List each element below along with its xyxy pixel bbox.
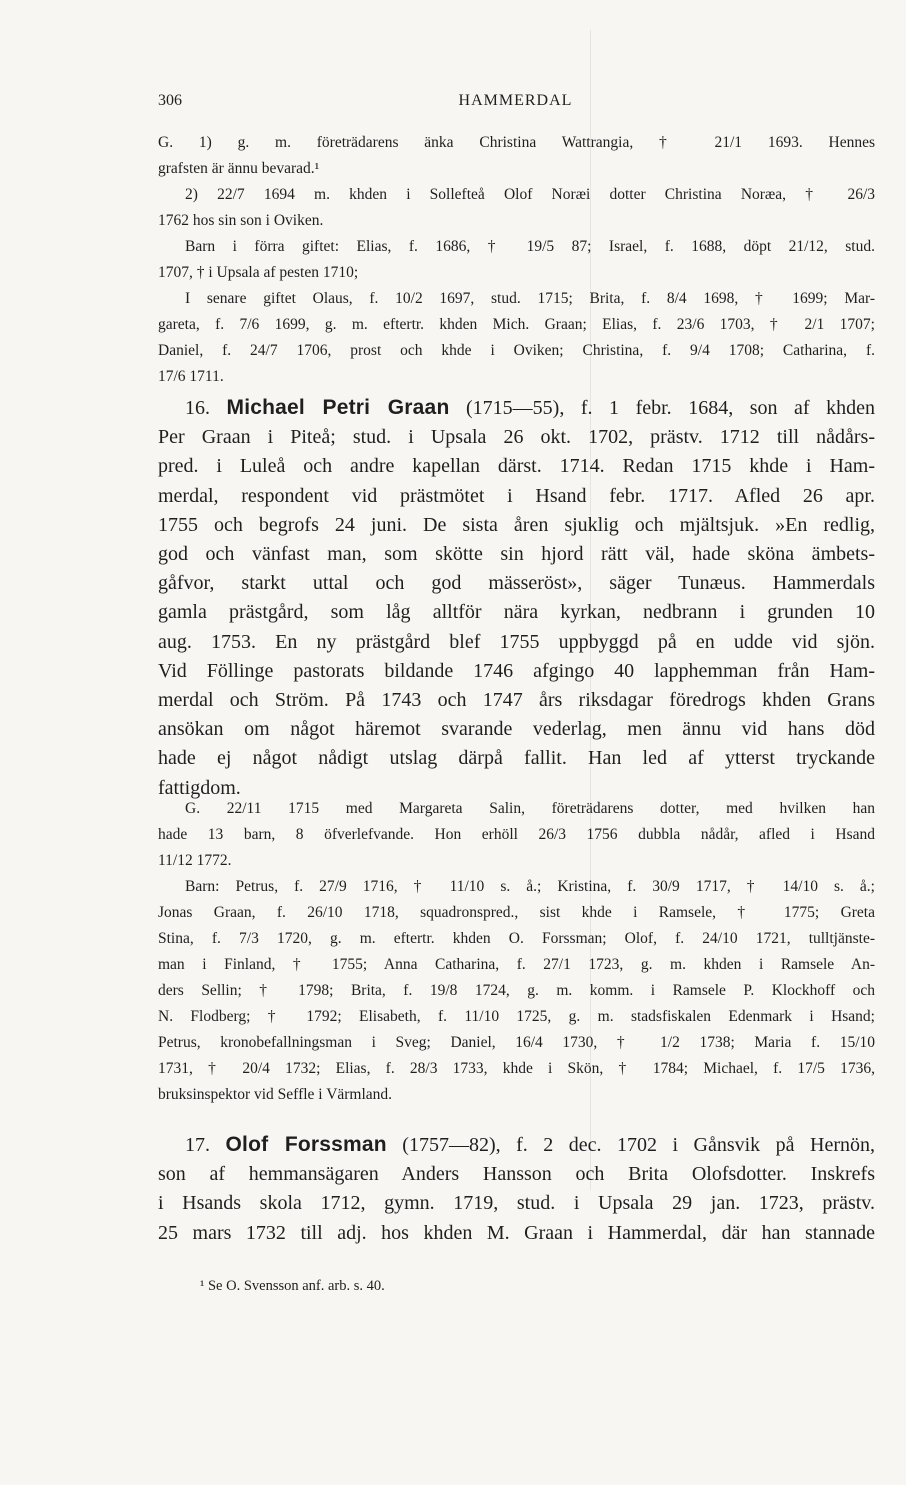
- page-number: 306: [158, 92, 182, 109]
- text-line: 1762 hos sin son i Oviken.: [158, 212, 324, 229]
- text-line: Jonas Graan, f. 26/10 1718, squadronspred., sist khde i Ramsele, † 1775; Greta: [158, 904, 875, 921]
- entry-15-family-block: [158, 130, 875, 390]
- text-line: Petrus, kronobefallningsman i Sveg; Daniel, 16/4 1730, † 1/2 1738; Maria f. 15/10: [158, 1034, 875, 1051]
- text-line: bruksinspektor vid Seffle i Värmland.: [158, 1086, 393, 1103]
- text-line: merdal, respondent vid prästmötet i Hsand febr. 1717. Afled 26 apr.: [158, 484, 875, 507]
- person-name: Olof Forssman: [225, 1133, 387, 1156]
- text-line: 1707, † i Upsala af pesten 1710;: [158, 264, 359, 281]
- text-line: G. 22/11 1715 med Margareta Salin, företrädarens dotter, med hvilken han: [185, 800, 875, 817]
- text-line: gåfvor, starkt uttal och god mässeröst», säger Tunæus. Hammerdals: [158, 572, 875, 595]
- entry-17: [158, 1130, 875, 1248]
- text-line: gamla prästgård, som låg alltför nära kyrkan, nedbrann i grunden 10: [158, 601, 875, 624]
- text-line: hade ej något nådigt utslag därpå fallit. Han led af ytterst tryckande: [158, 747, 875, 770]
- text-line: merdal och Ström. På 1743 och 1747 års riksdagar föredrogs khden Grans: [158, 689, 875, 712]
- text-line: 11/12 1772.: [158, 852, 232, 869]
- text-line: Per Graan i Piteå; stud. i Upsala 26 okt. 1702, prästv. 1712 till nådårs-: [158, 426, 875, 449]
- text-line: man i Finland, † 1755; Anna Catharina, f. 27/1 1723, g. m. khden i Ramsele An-: [158, 956, 875, 973]
- text-line: ansökan om något häremot svarande vederlag, men ännu vid hans död: [158, 718, 875, 741]
- person-name: Michael Petri Graan: [226, 396, 450, 419]
- footnote: ¹ Se O. Svensson anf. arb. s. 40.: [200, 1278, 385, 1294]
- text-line: aug. 1753. En ny prästgård blef 1755 uppbyggd på en udde vid sjön.: [158, 630, 875, 653]
- text-line: N. Flodberg; † 1792; Elisabeth, f. 11/10 1725, g. m. stadsfiskalen Edenmark i Hsand;: [158, 1008, 875, 1025]
- text-line: 25 mars 1732 till adj. hos khden M. Graan i Hammerdal, där han stannade: [158, 1221, 875, 1244]
- running-head: [158, 92, 873, 114]
- text-line: fattigdom.: [158, 776, 241, 799]
- entry-number: 16.: [185, 397, 210, 419]
- entry-number: 17.: [185, 1134, 210, 1156]
- text-line: Daniel, f. 24/7 1706, prost och khde i Oviken; Christina, f. 9/4 1708; Catharina, f.: [158, 342, 875, 359]
- text-line: hade 13 barn, 8 öfverlefvande. Hon erhöll 26/3 1756 dubbla nådår, afled i Hsand: [158, 826, 875, 843]
- text-line: 1755 och begrofs 24 juni. De sista åren sjuklig och mjältsjuk. »En redlig,: [158, 513, 875, 536]
- text-line: Barn i förra giftet: Elias, f. 1686, † 19/5 87; Israel, f. 1688, döpt 21/12, stud.: [185, 238, 875, 255]
- text-line: grafsten är ännu bevarad.¹: [158, 160, 320, 177]
- text-line: gareta, f. 7/6 1699, g. m. eftertr. khden Mich. Graan; Elias, f. 23/6 1703, † 2/1 1707;: [158, 316, 875, 333]
- header-title: HAMMERDAL: [458, 92, 573, 109]
- entry-16-family-block: [158, 796, 875, 1108]
- entry-dates: (1715—55), f. 1 febr. 1684, son af khden: [466, 397, 875, 419]
- entry-heading-line: [158, 393, 875, 423]
- entry-16: [158, 393, 875, 803]
- entry-heading-line: [158, 1130, 875, 1160]
- text-line: 2) 22/7 1694 m. khden i Sollefteå Olof Noræi dotter Christina Noræa, † 26/3: [185, 186, 875, 203]
- text-line: ders Sellin; † 1798; Brita, f. 19/8 1724, g. m. komm. i Ramsele P. Klockhoff och: [158, 982, 875, 999]
- text-line: 17/6 1711.: [158, 368, 224, 385]
- text-line: I senare giftet Olaus, f. 10/2 1697, stud. 1715; Brita, f. 8/4 1698, † 1699; Mar-: [185, 290, 875, 307]
- text-line: god och vänfast man, som skötte sin hjord rätt väl, hade sköna ämbets-: [158, 543, 875, 566]
- text-line: G. 1) g. m. företrädarens änka Christina Wattrangia, † 21/1 1693. Hennes: [158, 134, 875, 151]
- text-line: Vid Föllinge pastorats bildande 1746 afgingo 40 lapphemman från Ham-: [158, 659, 875, 682]
- text-line: Barn: Petrus, f. 27/9 1716, † 11/10 s. å.; Kristina, f. 30/9 1717, † 14/10 s. å.;: [185, 878, 875, 895]
- text-line: son af hemmansägaren Anders Hansson och Brita Olofsdotter. Inskrefs: [158, 1163, 875, 1186]
- text-line: 1731, † 20/4 1732; Elias, f. 28/3 1733, khde i Skön, † 1784; Michael, f. 17/5 1736,: [158, 1060, 875, 1077]
- text-line: Stina, f. 7/3 1720, g. m. eftertr. khden O. Forssman; Olof, f. 24/10 1721, tulltjänste-: [158, 930, 875, 947]
- entry-dates: (1757—82), f. 2 dec. 1702 i Gånsvik på Hernön,: [402, 1134, 876, 1156]
- text-line: pred. i Luleå och andre kapellan därst. 1714. Redan 1715 khde i Ham-: [158, 455, 875, 478]
- text-line: i Hsands skola 1712, gymn. 1719, stud. i Upsala 29 jan. 1723, prästv.: [158, 1192, 875, 1215]
